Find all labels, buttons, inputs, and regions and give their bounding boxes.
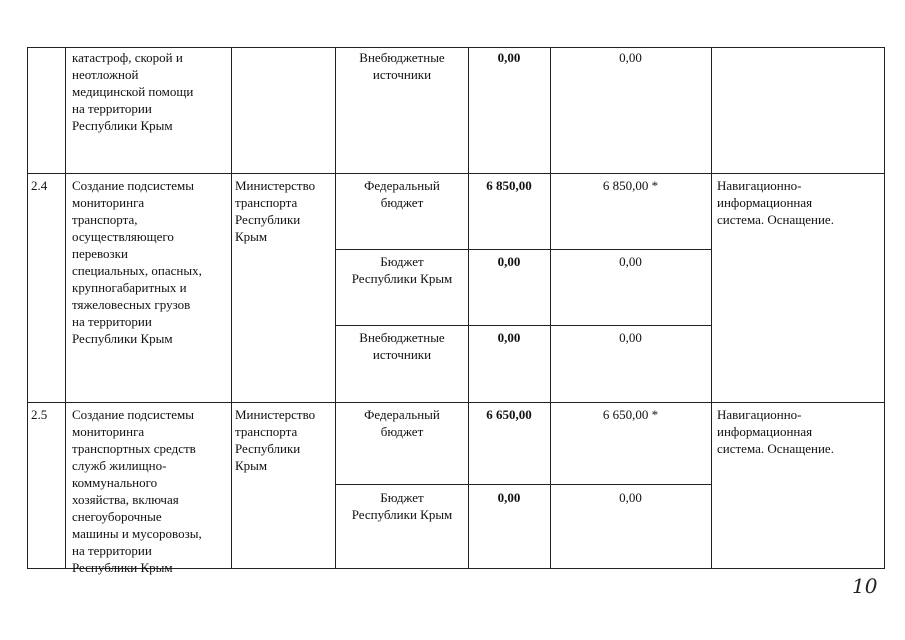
total-amount: 6 850,00	[486, 178, 532, 193]
year-amount: 6 650,00 *	[602, 407, 659, 422]
page-number: 10	[852, 574, 878, 598]
funding-source: Внебюджетные источники	[359, 330, 445, 362]
column-divider	[27, 47, 28, 569]
funding-source: Бюджет Республики Крым	[351, 490, 453, 522]
measure-name-continued: катастроф, скорой и неотложной медицинской помощи на территории Республики Крым	[72, 50, 194, 133]
responsible-executor: Министерство транспорта Республики Крым	[235, 178, 316, 244]
column-divider	[335, 47, 336, 569]
column-divider	[550, 47, 551, 569]
column-divider	[65, 47, 66, 569]
funding-source: Бюджет Республики Крым	[351, 254, 453, 286]
funding-source: Федеральный бюджет	[364, 407, 440, 439]
funding-source: Внебюджетные источники	[359, 50, 445, 82]
column-divider	[231, 47, 232, 569]
column-divider	[711, 47, 712, 569]
row-number: 2.5	[31, 407, 48, 422]
total-amount: 0,00	[497, 254, 521, 269]
table-top-border	[27, 47, 884, 48]
year-amount: 0,00	[619, 490, 642, 505]
row-divider	[27, 402, 884, 403]
responsible-executor: Министерство транспорта Республики Крым	[235, 407, 316, 473]
year-amount: 6 850,00 *	[602, 178, 659, 193]
measure-name: Создание подсистемы мониторинга транспортных средств служб жилищно- коммунального хозяйства, включая снегоуборочные машины и мусоровозы, на территории Республики Крым	[72, 407, 202, 575]
year-amount: 0,00	[619, 330, 642, 345]
row-divider	[27, 173, 884, 174]
total-amount: 6 650,00	[486, 407, 532, 422]
expected-result: Навигационно- информационная система. Оснащение.	[717, 407, 834, 456]
expected-result: Навигационно- информационная система. Оснащение.	[717, 178, 834, 227]
total-amount: 0,00	[497, 330, 521, 345]
column-divider	[884, 47, 885, 569]
row-divider	[335, 484, 711, 485]
row-divider	[335, 249, 711, 250]
total-amount: 0,00	[497, 490, 521, 505]
funding-source: Федеральный бюджет	[364, 178, 440, 210]
year-amount: 0,00	[619, 50, 642, 65]
year-amount: 0,00	[619, 254, 642, 269]
measure-name: Создание подсистемы мониторинга транспорта, осуществляющего перевозки специальных, опасных, крупногабаритных и тяжеловесных грузов на территории Республики Крым	[72, 178, 202, 346]
total-amount: 0,00	[497, 50, 521, 65]
column-divider	[468, 47, 469, 569]
row-number: 2.4	[31, 178, 48, 193]
row-divider	[335, 325, 711, 326]
